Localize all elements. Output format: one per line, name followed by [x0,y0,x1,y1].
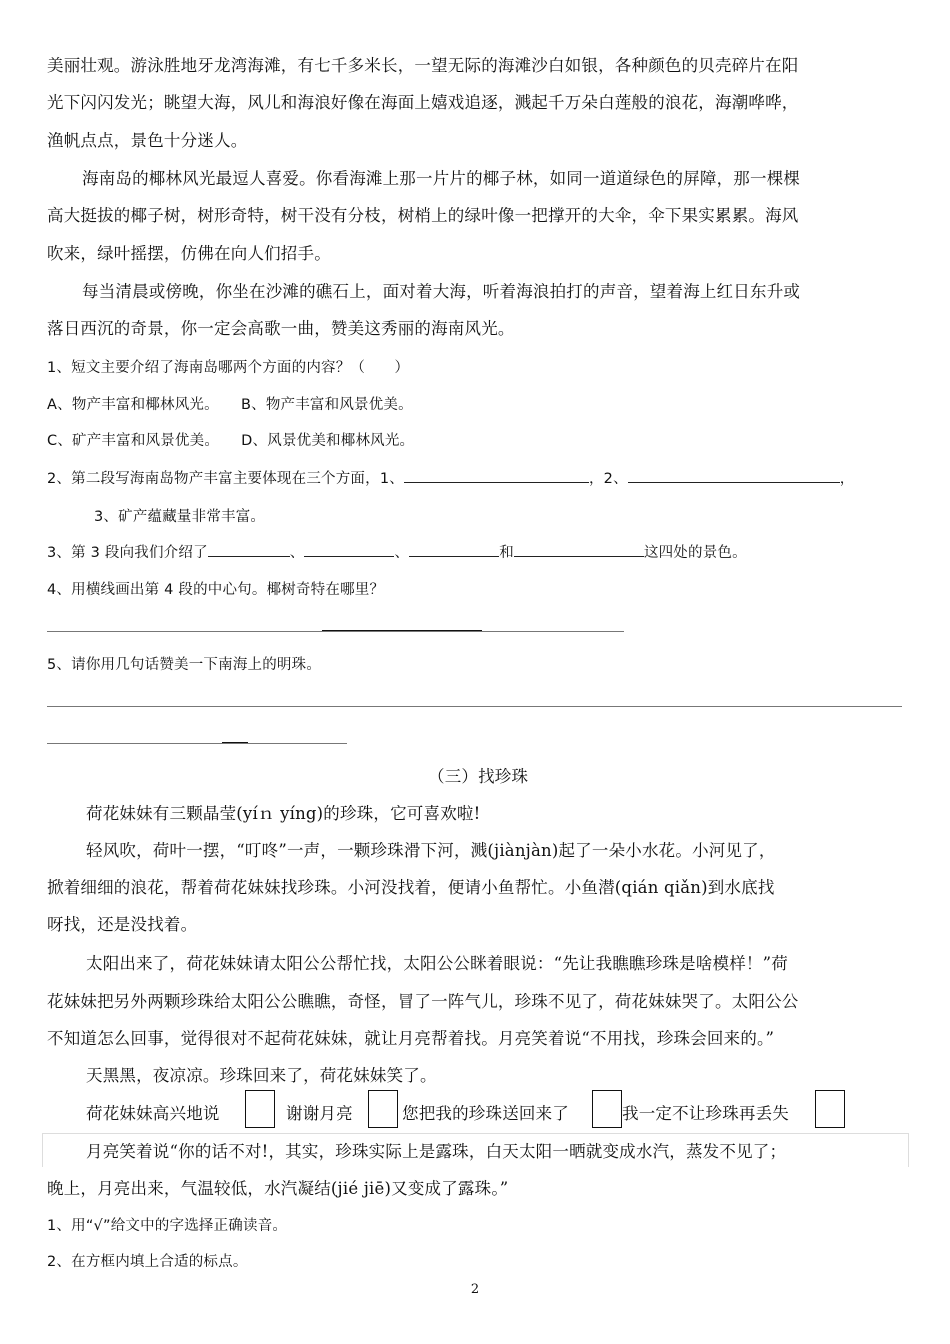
punctuation-box[interactable] [368,1090,398,1128]
question-3-prompt: 3、第 3 段向我们介绍了 [47,545,208,561]
question-2-line2: 3、矿产蕴藏量非常丰富。 [94,509,266,525]
question-2-sep: ，2、 [588,471,628,487]
passage2-p3-line2: 落日西沉的奇景，你一定会高歌一曲，赞美这秀丽的海南风光。 [47,319,515,338]
answer-line-segment [322,630,482,631]
answer-line[interactable] [47,631,624,632]
passage3-line2: 轻风吹，荷叶一摆，“叮咚”一声，一颗珍珠滑下河，溅(jiànjàn)起了一朵小水花。小河见了， [86,841,776,860]
passage3-line9-part3: 您把我的珍珠送回来了 [402,1104,569,1123]
passage2-p2-line2: 高大挺拔的椰子树，树形奇特，树干没有分枝，树梢上的绿叶像一把撑开的大伞，伞下果实累累。海风 [47,206,799,225]
answer-blank[interactable] [628,468,840,483]
page-number: 2 [470,1282,480,1297]
passage3-line9-part2: 谢谢月亮 [286,1104,353,1123]
answer-blank[interactable] [304,542,394,557]
answer-line[interactable] [47,706,902,707]
passage3-line5: 太阳出来了，荷花妹妹请太阳公公帮忙找，太阳公公眯着眼说：“先让我瞧瞧珍珠是啥模样！”荷 [86,954,788,973]
passage3-line4: 呀找，还是没找着。 [47,915,198,934]
punctuation-box[interactable] [815,1090,845,1128]
passage3-question-2: 2、在方框内填上合适的标点。 [47,1254,248,1270]
passage3-line3: 掀着细细的浪花，帮着荷花妹妹找珍珠。小河没找着，便请小鱼帮忙。小鱼潜(qián qiǎn)到水底找 [47,878,775,897]
question-1-options-ab: A、物产丰富和椰林风光。 B、物产丰富和风景优美。 [47,397,413,413]
answer-blank[interactable] [208,542,290,557]
question-3 [47,541,747,562]
section-title: （三）找珍珠 [428,767,529,786]
passage3-line6: 花妹妹把另外两颗珍珠给太阳公公瞧瞧，奇怪，冒了一阵气儿，珍珠不见了，荷花妹妹哭了。太阳公公 [47,992,799,1011]
answer-line[interactable] [47,743,347,744]
question-4: 4、用横线画出第 4 段的中心句。椰树奇特在哪里？ [47,582,385,598]
passage3-line9-part4: 我一定不让珍珠再丢失 [622,1104,789,1123]
answer-blank[interactable] [409,542,499,557]
passage2-p2-line3: 吹来，绿叶摇摆，仿佛在向人们招手。 [47,244,331,263]
question-3-sep: 、 [289,545,305,561]
answer-line-segment [222,742,248,743]
answer-blank[interactable] [404,468,589,483]
answer-blank[interactable] [514,542,644,557]
passage3-line8: 天黑黑，夜凉凉。珍珠回来了，荷花妹妹笑了。 [86,1066,437,1085]
question-3-sep: 、 [394,545,410,561]
passage3-line10: 月亮笑着说“你的话不对!，其实，珍珠实际上是露珠，白天太阳一晒就变成水汽，蒸发不见了； [86,1142,787,1161]
passage3-line11: 晚上，月亮出来，气温较低，水汽凝结(jié jiē)又变成了露珠。” [47,1179,509,1198]
question-1-options-cd: C、矿产丰富和风景优美。 D、风景优美和椰林风光。 [47,433,415,449]
punctuation-box[interactable] [245,1090,275,1128]
passage2-p2-line1: 海南岛的椰林风光最逗人喜爱。你看海滩上那一片片的椰子林，如同一道道绿色的屏障，那一棵棵 [82,169,801,188]
question-2 [47,467,854,488]
passage2-p1-line2: 光下闪闪发光；眺望大海，风儿和海浪好像在海面上嬉戏追逐，溅起千万朵白莲般的浪花，海潮哗哗， [47,93,799,112]
question-3-and: 和 [499,545,514,561]
passage3-line7: 不知道怎么回事，觉得很对不起荷花妹妹，就让月亮帮着找。月亮笑着说“不用找，珍珠会回来的。” [47,1029,775,1048]
question-2-end: ， [839,471,855,487]
passage3-question-1: 1、用“√”给文中的字选择正确读音。 [47,1218,288,1234]
question-3-end: 这四处的景色。 [643,545,747,561]
passage2-p3-line1: 每当清晨或傍晚，你坐在沙滩的礁石上，面对着大海，听着海浪拍打的声音，望着海上红日东升或 [82,282,801,301]
passage2-p1-line3: 渔帆点点，景色十分迷人。 [47,131,248,150]
punctuation-box[interactable] [592,1090,622,1128]
question-5: 5、请你用几句话赞美一下南海上的明珠。 [47,657,322,673]
passage2-p1-line1: 美丽壮观。游泳胜地牙龙湾海滩，有七千多米长，一望无际的海滩沙白如银，各种颜色的贝壳碎片在阳 [47,56,799,75]
question-2-prompt: 2、第二段写海南岛物产丰富主要体现在三个方面，1、 [47,471,404,487]
passage3-line1: 荷花妹妹有三颗晶莹(yíｎ yíng)的珍珠，它可喜欢啦! [86,804,481,823]
passage3-line9-part1: 荷花妹妹高兴地说 [86,1104,220,1123]
question-1: 1、短文主要介绍了海南岛哪两个方面的内容？（ ） [47,360,410,376]
